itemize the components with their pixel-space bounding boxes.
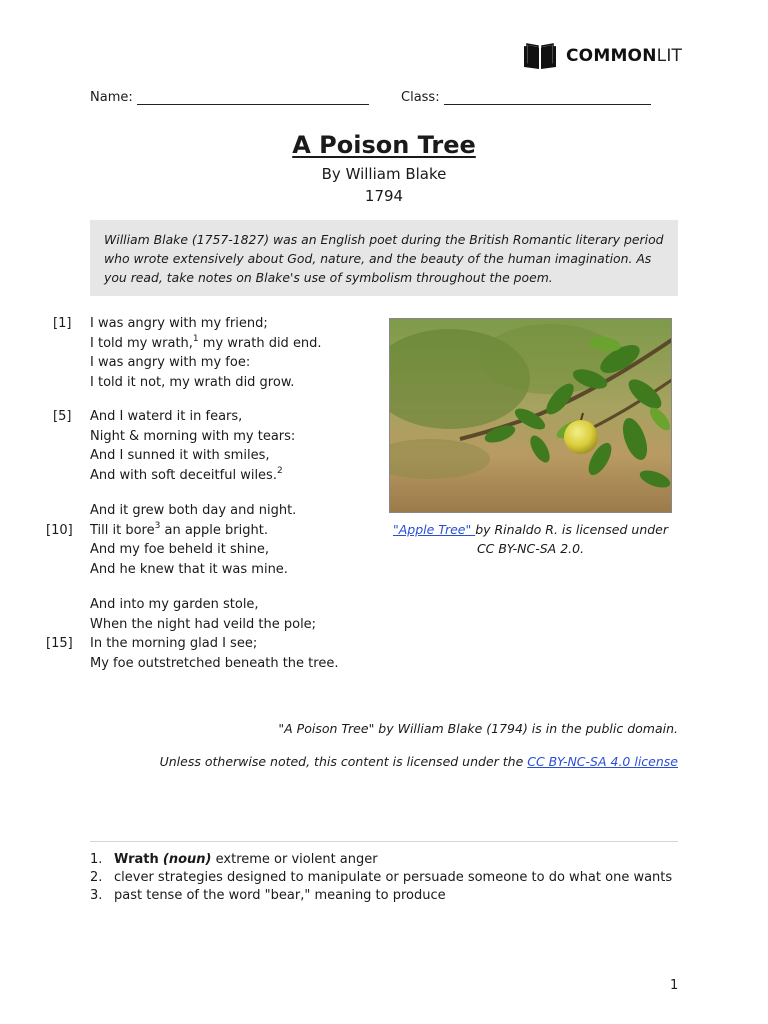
poem-line: I told my wrath,$^1$ my wrath did end. — [90, 333, 322, 351]
poem-line: And my foe beheld it shine, — [90, 542, 269, 557]
author-byline: By William Blake — [321, 165, 447, 183]
poem-line: I was angry with my friend; — [90, 316, 268, 331]
commonlit-logo — [522, 42, 682, 70]
poem-line: Till it bore$^3$ an apple bright. — [90, 520, 268, 538]
footnote-ref[interactable]: 1 — [192, 333, 199, 344]
poem-line: When the night had veild the pole; — [90, 617, 317, 632]
name-blank-line[interactable] — [137, 90, 369, 105]
apple-tree-photo — [389, 318, 672, 513]
poem-line: My foe outstretched beneath the tree. — [90, 656, 339, 671]
footnote-item: 1. Wrath (noun) extreme or violent anger — [90, 852, 378, 867]
footnote-ref[interactable]: 3 — [154, 520, 161, 531]
poem-line: Night & morning with my tears: — [90, 429, 296, 444]
footnote-divider — [90, 841, 678, 842]
poem-line: And I waterd it in fears, — [90, 409, 243, 424]
poem-line: In the morning glad I see; — [90, 636, 258, 651]
footnote-ref[interactable]: 2 — [276, 465, 283, 476]
line-number: [15] — [46, 636, 73, 651]
line-number: [10] — [46, 523, 73, 538]
poem-line: I told it not, my wrath did grow. — [90, 375, 295, 390]
footnote-item: 2. clever strategies designed to manipulate or persuade someone to do what one wants — [90, 870, 673, 885]
poem-line: And he knew that it was mine. — [90, 562, 288, 577]
publication-year: 1794 — [364, 187, 404, 205]
photo-caption: "Apple Tree" by Rinaldo R. is licensed under CC BY-NC-SA 2.0. — [392, 522, 669, 556]
class-field[interactable] — [401, 90, 651, 105]
apple-tree-link[interactable]: "Apple Tree" — [392, 522, 476, 537]
name-label: Name: — [90, 90, 133, 105]
poem-line: And into my garden stole, — [90, 597, 259, 612]
license-link[interactable]: CC BY-NC-SA 4.0 license — [527, 754, 678, 769]
logo-wordmark: COMMONLIT — [566, 46, 683, 66]
poem-line: And with soft deceitful wiles.$^2$ — [90, 465, 283, 483]
poem-title: A Poison Tree — [292, 131, 476, 159]
poem-line: I was angry with my foe: — [90, 355, 251, 370]
page-number: 1 — [670, 978, 679, 993]
intro-box: William Blake (1757-1827) was an English poet during the British Romantic literary period who wrote extensively about God, nature, and the beauty of the human imagination. As you read, take notes on Blake's use of symbolism throughout the poem. — [90, 220, 678, 296]
line-number: [5] — [53, 409, 72, 424]
name-field[interactable] — [90, 90, 369, 105]
license-note: Unless otherwise noted, this content is licensed under the CC BY-NC-SA 4.0 license — [159, 754, 678, 769]
public-domain-note: "A Poison Tree" by William Blake (1794) is in the public domain. — [278, 721, 678, 736]
poem-line: And it grew both day and night. — [90, 503, 297, 518]
poem-line: And I sunned it with smiles, — [90, 448, 270, 463]
line-number: [1] — [53, 316, 72, 331]
footnote-item: 3. past tense of the word "bear," meaning to produce — [90, 888, 446, 903]
open-book-icon — [522, 42, 558, 70]
class-blank-line[interactable] — [444, 90, 651, 105]
class-label: Class: — [401, 90, 440, 105]
